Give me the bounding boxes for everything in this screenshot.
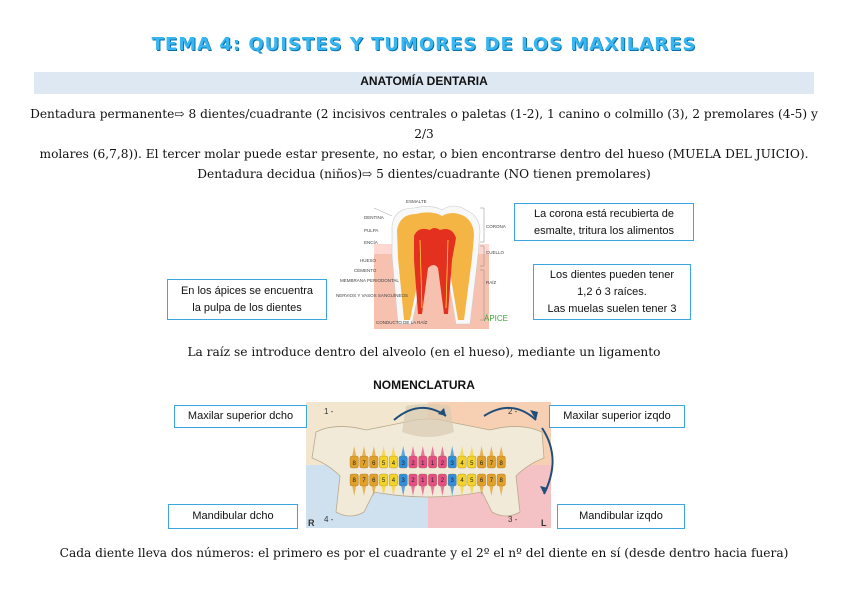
upper-tooth-number: 6 (479, 461, 484, 467)
arrow-right-down (542, 428, 553, 494)
upper-tooth-number: 8 (352, 461, 356, 467)
box-mandibular-izqdo: Mandibular izqdo (557, 504, 685, 529)
label-apice: ÁPICE (484, 314, 509, 323)
box-mandibular-dcho: Mandibular dcho (168, 504, 298, 529)
arrow-top-right (484, 408, 536, 420)
label-encia: ENCÍA (364, 240, 378, 245)
tooth-diagram (334, 196, 514, 334)
paragraph-decidua: Dentadura decidua (niños)⇨ 5 dientes/cuadrante (NO tienen premolares) (197, 167, 651, 181)
box-corona-line2: esmalte, tritura los alimentos (534, 225, 674, 237)
lower-tooth-number: 5 (381, 478, 386, 484)
lower-tooth-number: 3 (450, 478, 454, 484)
lower-tooth-number: 1 (430, 478, 435, 484)
label-corona: CORONA (486, 224, 506, 229)
lower-tooth-number: 3 (401, 478, 405, 484)
upper-tooth-number: 2 (411, 461, 415, 467)
upper-tooth-number: 6 (372, 461, 376, 467)
paragraph-permanent (20, 104, 828, 164)
label-nervios: NERVIOS Y VASOS SANGUÍNEOS (336, 293, 408, 298)
box-raices-line2: 1,2 ó 3 raíces. (577, 286, 647, 298)
box-apices-line1: En los ápices se encuentra (180, 285, 314, 297)
paragraph-permanent-line1: Dentadura permanente⇨ 8 dientes/cuadrante (2 incisivos centrales o paletas (1-2), 1 canino o colmillo (3), 2 premolares (4-5) y 2/3 (30, 107, 818, 141)
label-raiz: RAÍZ (486, 280, 497, 285)
box-raices-line3: Las muelas suelen tener 3 (547, 303, 677, 315)
box-maxilar-superior-izqdo: Maxilar superior izqdo (549, 405, 685, 428)
upper-tooth-number: 3 (401, 461, 405, 467)
label-dentina: DENTINA (364, 215, 384, 220)
box-raices (533, 264, 691, 320)
section-heading-anatomia: ANATOMÍA DENTARIA (360, 74, 488, 88)
lower-tooth-number: 5 (470, 478, 474, 484)
left-side-label: L (541, 518, 547, 528)
upper-tooth-number: 5 (381, 461, 386, 467)
lower-tooth-number: 4 (460, 478, 464, 484)
upper-tooth-number: 4 (460, 461, 464, 467)
label-pulpa: PULPA (364, 228, 379, 233)
lower-tooth-number: 7 (489, 478, 494, 484)
upper-tooth-number: 3 (450, 461, 454, 467)
lower-tooth-number: 4 (391, 478, 396, 484)
box-raices-line1: Los dientes pueden tener (549, 269, 675, 281)
quadrant-3-label: 3 - (508, 515, 518, 524)
label-cemento: CEMENTO (354, 268, 377, 273)
box-apices (167, 279, 327, 320)
label-hueso: HUESO (360, 258, 377, 263)
label-conducto: CONDUCTO DE LA RAÍZ (376, 320, 428, 325)
section-heading-nomenclatura: NOMENCLATURA (373, 378, 475, 392)
label-cuello: CUELLO (486, 250, 505, 255)
box-maxilar-superior-dcho: Maxilar superior dcho (174, 405, 307, 428)
paragraph-raiz: La raíz se introduce dentro del alveolo (en el hueso), mediante un ligamento (187, 345, 661, 359)
upper-tooth-number: 1 (430, 461, 435, 467)
upper-tooth-number: 8 (499, 461, 503, 467)
right-side-label: R (308, 518, 315, 528)
paragraph-permanent-line2: molares (6,7,8)). El tercer molar puede estar presente, no estar, o bien encontrarse dentro del hueso (MUELA DEL JUICIO). (39, 147, 809, 161)
upper-tooth-number: 5 (470, 461, 474, 467)
lower-tooth-number: 2 (440, 478, 445, 484)
label-esmalte: ESMALTE (406, 199, 427, 204)
page-title: TEMA 4: QUISTES Y TUMORES DE LOS MAXILARES (151, 34, 697, 55)
lower-tooth-number: 8 (499, 478, 503, 484)
lower-tooth-number: 6 (372, 478, 376, 484)
box-corona-line1: La corona está recubierta de (533, 208, 675, 220)
arrows-overlay (380, 398, 560, 514)
upper-tooth-number: 4 (391, 461, 396, 467)
lower-tooth-number: 8 (352, 478, 356, 484)
box-apices-line2: la pulpa de los dientes (192, 302, 302, 314)
box-corona (514, 203, 694, 241)
label-membrana: MEMBRANA PERIODONTAL (340, 278, 399, 283)
upper-tooth-number: 7 (489, 461, 494, 467)
quadrant-4-label: 4 - (324, 515, 334, 524)
upper-tooth-number: 1 (421, 461, 425, 467)
lower-tooth-number: 2 (411, 478, 415, 484)
lower-tooth-number: 1 (421, 478, 425, 484)
quadrant-2-label: 2 - (508, 407, 518, 416)
lower-tooth-number: 6 (479, 478, 484, 484)
quadrant-1-label: 1 - (324, 407, 334, 416)
upper-tooth-number: 7 (362, 461, 366, 467)
paragraph-numeracion: Cada diente lleva dos números: el primero es por el cuadrante y el 2º el nº del diente en sí (desde dentro hacia fuera) (59, 546, 789, 560)
lower-tooth-number: 7 (362, 478, 366, 484)
upper-tooth-number: 2 (440, 461, 445, 467)
